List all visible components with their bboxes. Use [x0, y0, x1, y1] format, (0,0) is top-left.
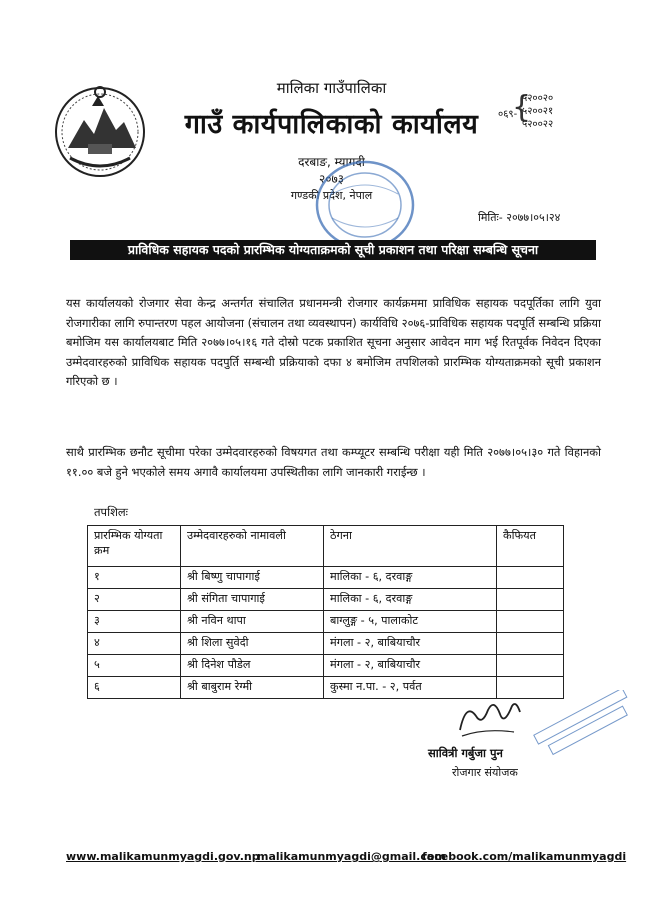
- address-cell: मालिका - ६, दरवाङ्ग: [324, 589, 497, 611]
- candidate-table: [87, 525, 564, 699]
- rank-cell: २: [88, 589, 181, 611]
- address-cell: मालिका - ६, दरवाङ्ग: [324, 567, 497, 589]
- phone-number: ५२००२१: [522, 106, 554, 117]
- table-row: [88, 589, 564, 611]
- column-header-rank: प्रारम्भिक योग्यता क्रम: [88, 526, 181, 567]
- table-header-row: [88, 526, 564, 567]
- table-row: [88, 567, 564, 589]
- phone-number: ५२००२२: [522, 119, 554, 130]
- handwritten-signature: [454, 692, 524, 742]
- brace-icon: {: [512, 90, 532, 125]
- column-header-remarks: कैफियत: [497, 526, 564, 567]
- name-cell: श्री शिला सुवेदी: [181, 633, 324, 655]
- signer-name: सावित्री गर्बुजा पुन: [428, 746, 503, 760]
- remarks-cell: [497, 589, 564, 611]
- remarks-cell: [497, 655, 564, 677]
- website-link[interactable]: www.malikamunmyagdi.gov.np: [66, 850, 260, 863]
- name-cell: श्री संगिता चापागाई: [181, 589, 324, 611]
- details-label: तपशिलः: [94, 505, 129, 519]
- address-cell: मंगला - २, बाबियाचौर: [324, 655, 497, 677]
- address-cell: मंगला - २, बाबियाचौर: [324, 633, 497, 655]
- signer-title: रोजगार संयोजक: [452, 766, 518, 779]
- notice-date: मितिः- २०७७।०५।२४: [478, 211, 561, 224]
- municipality-name: मालिका गाउँपालिका: [276, 79, 387, 97]
- rank-cell: ४: [88, 633, 181, 655]
- name-cell: श्री बाबुराम रेग्मी: [181, 677, 324, 699]
- name-cell: श्री नविन थापा: [181, 611, 324, 633]
- address-cell: कुस्मा न.पा. - २, पर्वत: [324, 677, 497, 699]
- facebook-link[interactable]: facebook.com/malikamunmyagdi: [422, 850, 627, 863]
- column-header-name: उम्मेदवारहरुको नामावली: [181, 526, 324, 567]
- body-paragraph-1: यस कार्यालयको रोजगार सेवा केन्द्र अन्तर्गत संचालित प्रधानमन्त्री रोजगार कार्यक्रममा प्राविधिक सहायक पदपूर्तिका लागि युवा रोजगारीका लागि रुपान्तरण पहल आयोजना (संचालन तथा व्यवस्थापन) कार्यविधि २०७६-प्राविधिक सहायक पदपूर्ति सम्बन्धि प्रक्रिया बमोजिम यस कार्यालयबाट मिति २०७७।०५।१६ गते दोस्रो पटक प्रकाशित सूचना अनुसार आवेदन माग भई रितपूर्वक निवेदन दिएका उम्मेदवारहरुको प्राविधिक सहायक पदपुर्ति सम्बन्धी प्रक्रियाको दफा ४ बमोजिम तपशिलको प्रारम्भिक योग्यताक्रमको सूची प्रकाशन गरिएको छ ।: [66, 296, 601, 388]
- phone-prefix: ०६९-: [498, 109, 518, 120]
- name-cell: श्री दिनेश पौडेल: [181, 655, 324, 677]
- name-cell: श्री बिष्णु चापागाई: [181, 567, 324, 589]
- established-year: २०७३: [319, 172, 344, 186]
- remarks-cell: [497, 633, 564, 655]
- office-title: गाउँ कार्यपालिकाको कार्यालय: [184, 109, 479, 140]
- table-row: [88, 633, 564, 655]
- body-paragraph-2: साथै प्रारम्भिक छनौट सूचीमा परेका उम्मेदवारहरुको विषयगत तथा कम्प्यूटर सम्बन्धि परीक्षा यही मिति २०७७।०५।३० गते विहानको ११.०० बजे हुने भएकोले समय अगावै कार्यालयमा उपस्थितीका लागि जानकारी गराईन्छ ।: [66, 445, 601, 479]
- column-header-address: ठेगना: [324, 526, 497, 567]
- rank-cell: ६: [88, 677, 181, 699]
- rank-cell: १: [88, 567, 181, 589]
- notice-title: प्राविधिक सहायक पदको प्रारम्भिक योग्यताक्रमको सूची प्रकाशन तथा परिक्षा सम्बन्धि सूचना: [70, 240, 596, 260]
- name-stamp: [525, 690, 645, 760]
- table-row: [88, 655, 564, 677]
- rank-cell: ३: [88, 611, 181, 633]
- phone-list: [522, 92, 553, 131]
- email-link[interactable]: malikamunmyagdi@gmail.com: [257, 850, 446, 863]
- province-line: गण्डकी प्रदेश, नेपाल: [290, 189, 373, 202]
- table-row: [88, 611, 564, 633]
- remarks-cell: [497, 611, 564, 633]
- address-cell: बाग्लुङ्ग - ५, पालाकोट: [324, 611, 497, 633]
- address-line: दरबाङ, म्यागदी: [298, 155, 365, 169]
- remarks-cell: [497, 567, 564, 589]
- phone-number: ५२००२०: [522, 93, 554, 104]
- rank-cell: ५: [88, 655, 181, 677]
